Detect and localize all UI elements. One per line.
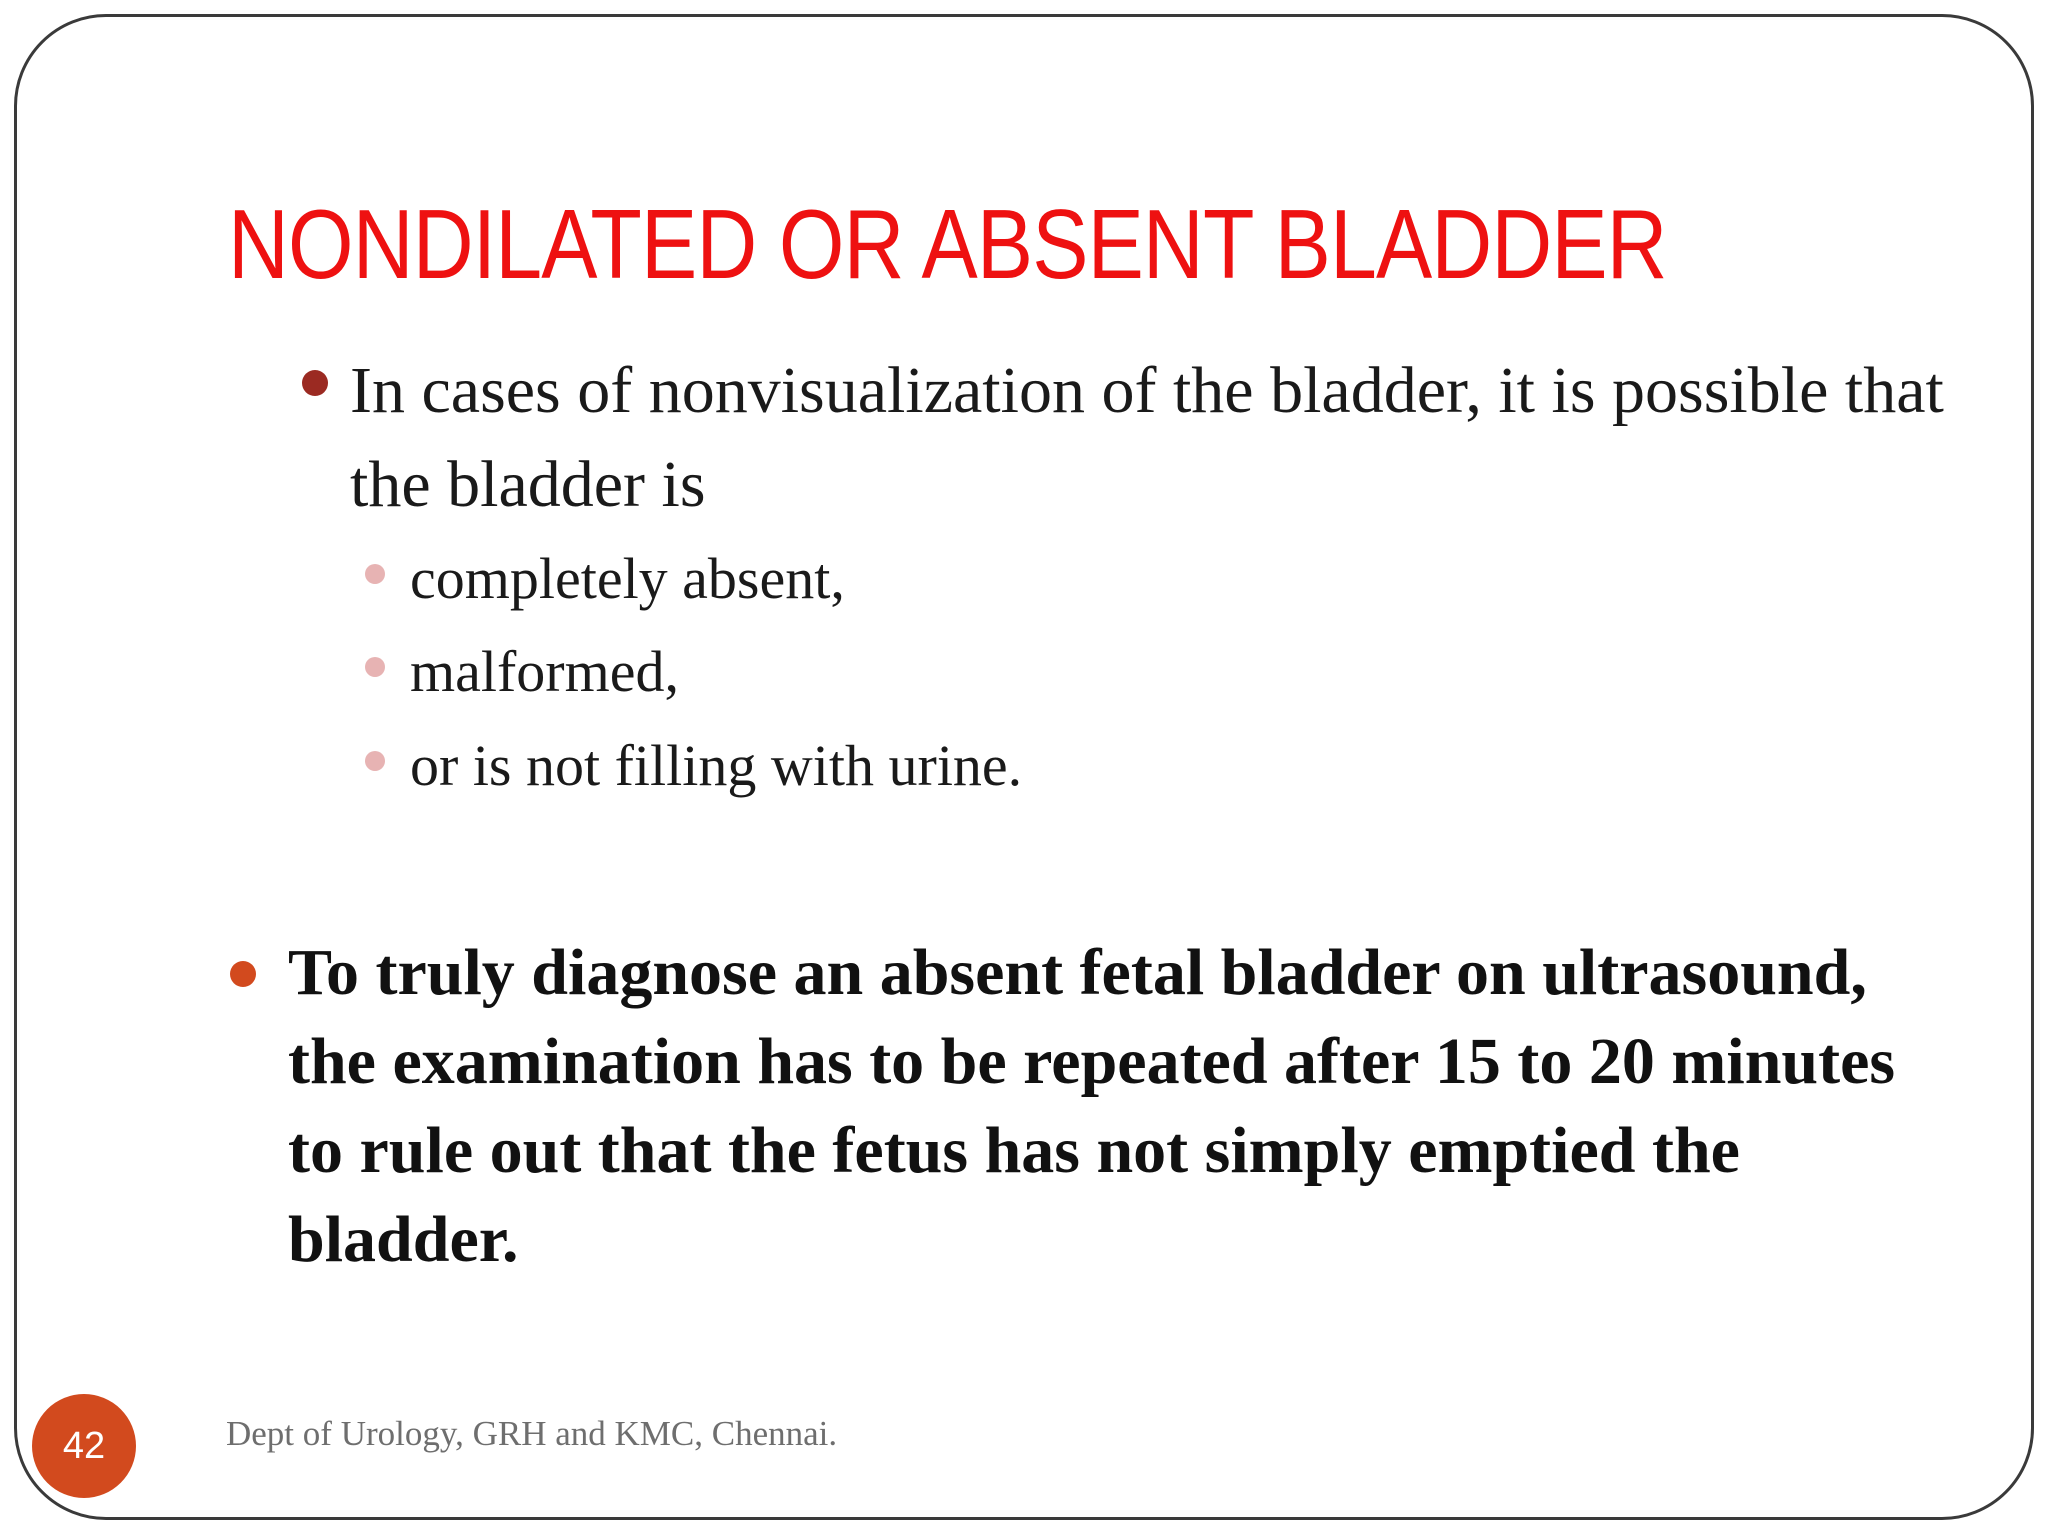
footer-text: Dept of Urology, GRH and KMC, Chennai. [226, 1414, 838, 1453]
bullet-dot-sub-1 [365, 564, 385, 584]
bullet-dot-bold [230, 961, 256, 987]
bullet-bold-text: To truly diagnose an absent fetal bladder on ultrasound, the examination has to be repeated after 15 to 20 minutes to rule out that the fetus has not simply emptied the bladder. [288, 936, 1896, 1276]
bullet-dot-main [302, 370, 328, 396]
bullet-dot-sub-2 [365, 657, 385, 677]
bullet-dot-sub-3 [365, 751, 385, 771]
sub-bullet-1: completely absent, [410, 546, 845, 611]
page-number-badge: 42 [32, 1394, 136, 1498]
sub-bullet-2: malformed, [410, 639, 679, 704]
bullet-main-text: In cases of nonvisualization of the bladder, it is possible that the bladder is [350, 354, 1944, 521]
slide-title: NONDILATED OR ABSENT BLADDER [228, 189, 1667, 299]
sub-bullet-3: or is not filling with urine. [410, 733, 1023, 798]
